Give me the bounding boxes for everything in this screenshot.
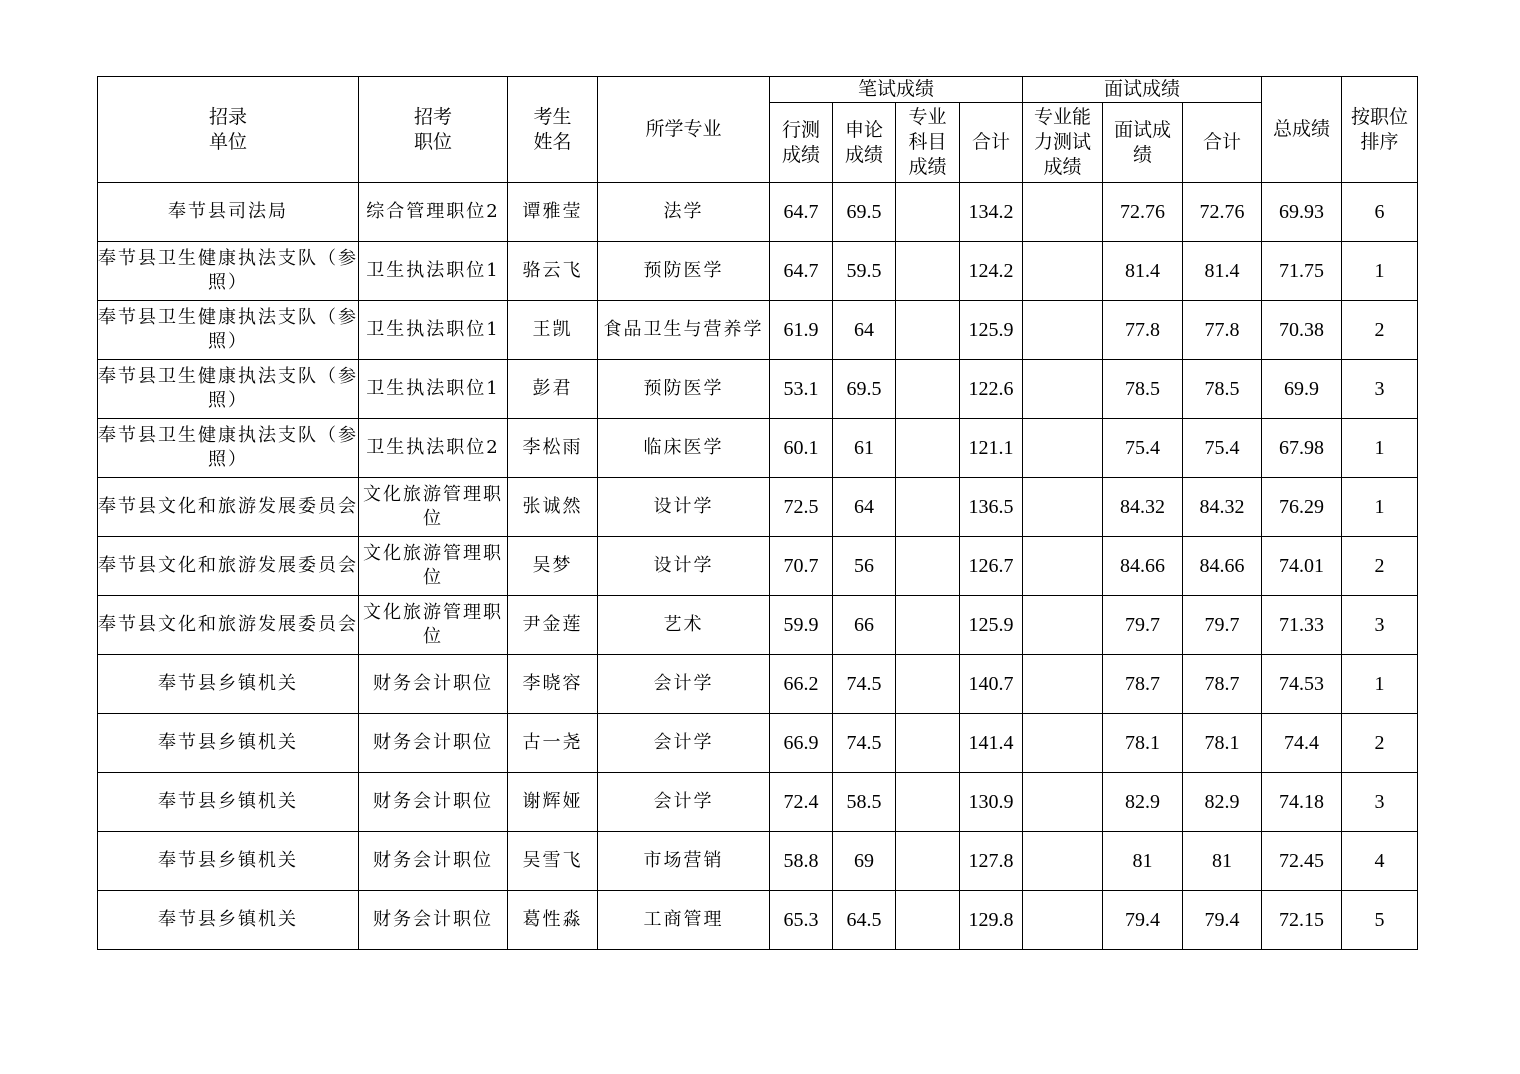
cell-position: 卫生执法职位1: [359, 242, 508, 301]
cell-name: 张诚然: [508, 478, 598, 537]
cell-rank: 4: [1342, 832, 1418, 891]
cell-major: 艺术: [598, 596, 770, 655]
cell-ability: [1023, 419, 1103, 478]
header-interview-score: 面试成 绩: [1103, 103, 1183, 183]
cell-prof: [896, 301, 960, 360]
cell-xingce: 70.7: [770, 537, 833, 596]
header-interview-total: 合计: [1183, 103, 1262, 183]
header-written-shenlun: 申论 成绩: [833, 103, 896, 183]
cell-rank: 3: [1342, 773, 1418, 832]
header-unit: 招录 单位: [98, 77, 359, 183]
cell-position: 财务会计职位: [359, 891, 508, 950]
table-row: [98, 242, 1418, 301]
cell-interview: 78.5: [1103, 360, 1183, 419]
cell-interview-total: 78.7: [1183, 655, 1262, 714]
cell-written-total: 124.2: [960, 242, 1023, 301]
cell-major: 食品卫生与营养学: [598, 301, 770, 360]
cell-ability: [1023, 242, 1103, 301]
cell-prof: [896, 655, 960, 714]
cell-ability: [1023, 596, 1103, 655]
cell-prof: [896, 478, 960, 537]
cell-name: 李晓容: [508, 655, 598, 714]
cell-interview-total: 84.32: [1183, 478, 1262, 537]
cell-interview-total: 82.9: [1183, 773, 1262, 832]
cell-total: 76.29: [1262, 478, 1342, 537]
cell-interview: 81.4: [1103, 242, 1183, 301]
cell-prof: [896, 183, 960, 242]
cell-xingce: 65.3: [770, 891, 833, 950]
cell-position: 文化旅游管理职位: [359, 537, 508, 596]
cell-unit: 奉节县文化和旅游发展委员会: [98, 596, 359, 655]
cell-major: 市场营销: [598, 832, 770, 891]
cell-major: 会计学: [598, 714, 770, 773]
cell-interview-total: 79.4: [1183, 891, 1262, 950]
cell-shenlun: 74.5: [833, 714, 896, 773]
cell-total: 74.01: [1262, 537, 1342, 596]
cell-total: 70.38: [1262, 301, 1342, 360]
cell-written-total: 125.9: [960, 301, 1023, 360]
cell-shenlun: 56: [833, 537, 896, 596]
cell-prof: [896, 891, 960, 950]
cell-interview-total: 72.76: [1183, 183, 1262, 242]
cell-prof: [896, 419, 960, 478]
cell-xingce: 61.9: [770, 301, 833, 360]
cell-shenlun: 64.5: [833, 891, 896, 950]
cell-shenlun: 69: [833, 832, 896, 891]
cell-xingce: 64.7: [770, 242, 833, 301]
header-written-xingce: 行测 成绩: [770, 103, 833, 183]
cell-position: 卫生执法职位1: [359, 360, 508, 419]
cell-shenlun: 59.5: [833, 242, 896, 301]
cell-prof: [896, 537, 960, 596]
cell-prof: [896, 242, 960, 301]
table-row: [98, 419, 1418, 478]
cell-shenlun: 74.5: [833, 655, 896, 714]
cell-major: 会计学: [598, 655, 770, 714]
cell-rank: 2: [1342, 301, 1418, 360]
cell-name: 吴雪飞: [508, 832, 598, 891]
cell-unit: 奉节县卫生健康执法支队（参照）: [98, 360, 359, 419]
cell-prof: [896, 714, 960, 773]
cell-total: 74.53: [1262, 655, 1342, 714]
cell-unit: 奉节县乡镇机关: [98, 714, 359, 773]
cell-xingce: 60.1: [770, 419, 833, 478]
cell-interview-total: 78.5: [1183, 360, 1262, 419]
cell-position: 财务会计职位: [359, 714, 508, 773]
cell-interview: 79.7: [1103, 596, 1183, 655]
cell-name: 彭君: [508, 360, 598, 419]
cell-position: 综合管理职位2: [359, 183, 508, 242]
cell-unit: 奉节县卫生健康执法支队（参照）: [98, 419, 359, 478]
cell-total: 69.93: [1262, 183, 1342, 242]
cell-unit: 奉节县司法局: [98, 183, 359, 242]
cell-interview: 81: [1103, 832, 1183, 891]
cell-unit: 奉节县乡镇机关: [98, 773, 359, 832]
cell-written-total: 122.6: [960, 360, 1023, 419]
cell-total: 72.15: [1262, 891, 1342, 950]
table-row: [98, 537, 1418, 596]
cell-major: 会计学: [598, 773, 770, 832]
cell-total: 69.9: [1262, 360, 1342, 419]
cell-position: 财务会计职位: [359, 773, 508, 832]
cell-interview-total: 84.66: [1183, 537, 1262, 596]
cell-shenlun: 66: [833, 596, 896, 655]
header-name: 考生 姓名: [508, 77, 598, 183]
cell-interview: 84.32: [1103, 478, 1183, 537]
cell-position: 卫生执法职位1: [359, 301, 508, 360]
cell-rank: 1: [1342, 478, 1418, 537]
cell-xingce: 72.4: [770, 773, 833, 832]
cell-name: 吴梦: [508, 537, 598, 596]
cell-position: 文化旅游管理职位: [359, 596, 508, 655]
cell-xingce: 72.5: [770, 478, 833, 537]
cell-written-total: 140.7: [960, 655, 1023, 714]
cell-interview: 78.1: [1103, 714, 1183, 773]
cell-rank: 1: [1342, 419, 1418, 478]
cell-interview-total: 81.4: [1183, 242, 1262, 301]
cell-shenlun: 58.5: [833, 773, 896, 832]
cell-xingce: 59.9: [770, 596, 833, 655]
cell-position: 财务会计职位: [359, 655, 508, 714]
cell-xingce: 66.2: [770, 655, 833, 714]
cell-prof: [896, 773, 960, 832]
cell-prof: [896, 360, 960, 419]
cell-written-total: 126.7: [960, 537, 1023, 596]
cell-interview: 72.76: [1103, 183, 1183, 242]
cell-major: 设计学: [598, 537, 770, 596]
table-row: [98, 360, 1418, 419]
cell-position: 文化旅游管理职位: [359, 478, 508, 537]
cell-interview-total: 75.4: [1183, 419, 1262, 478]
table-row: [98, 655, 1418, 714]
header-interview-ability: 专业能 力测试 成绩: [1023, 103, 1103, 183]
cell-written-total: 125.9: [960, 596, 1023, 655]
cell-interview-total: 81: [1183, 832, 1262, 891]
cell-ability: [1023, 537, 1103, 596]
cell-ability: [1023, 478, 1103, 537]
cell-rank: 1: [1342, 242, 1418, 301]
cell-total: 67.98: [1262, 419, 1342, 478]
cell-shenlun: 69.5: [833, 360, 896, 419]
cell-ability: [1023, 714, 1103, 773]
cell-major: 法学: [598, 183, 770, 242]
cell-written-total: 134.2: [960, 183, 1023, 242]
table-header: [98, 77, 1418, 183]
cell-unit: 奉节县文化和旅游发展委员会: [98, 478, 359, 537]
cell-ability: [1023, 655, 1103, 714]
cell-name: 李松雨: [508, 419, 598, 478]
cell-unit: 奉节县卫生健康执法支队（参照）: [98, 242, 359, 301]
cell-unit: 奉节县乡镇机关: [98, 655, 359, 714]
cell-rank: 1: [1342, 655, 1418, 714]
cell-ability: [1023, 891, 1103, 950]
cell-unit: 奉节县乡镇机关: [98, 832, 359, 891]
cell-written-total: 141.4: [960, 714, 1023, 773]
table-body: [98, 183, 1418, 950]
cell-interview: 78.7: [1103, 655, 1183, 714]
cell-written-total: 136.5: [960, 478, 1023, 537]
cell-total: 71.33: [1262, 596, 1342, 655]
cell-position: 财务会计职位: [359, 832, 508, 891]
cell-name: 王凯: [508, 301, 598, 360]
cell-interview: 77.8: [1103, 301, 1183, 360]
cell-rank: 3: [1342, 596, 1418, 655]
cell-unit: 奉节县卫生健康执法支队（参照）: [98, 301, 359, 360]
cell-total: 71.75: [1262, 242, 1342, 301]
table-row: [98, 183, 1418, 242]
cell-xingce: 58.8: [770, 832, 833, 891]
cell-interview: 79.4: [1103, 891, 1183, 950]
cell-xingce: 53.1: [770, 360, 833, 419]
table-row: [98, 773, 1418, 832]
cell-major: 工商管理: [598, 891, 770, 950]
cell-xingce: 66.9: [770, 714, 833, 773]
cell-ability: [1023, 832, 1103, 891]
cell-name: 葛性淼: [508, 891, 598, 950]
cell-shenlun: 64: [833, 301, 896, 360]
table-row: [98, 596, 1418, 655]
cell-prof: [896, 832, 960, 891]
header-written-group: 笔试成绩: [770, 77, 1023, 103]
cell-prof: [896, 596, 960, 655]
cell-major: 临床医学: [598, 419, 770, 478]
cell-position: 卫生执法职位2: [359, 419, 508, 478]
cell-interview: 84.66: [1103, 537, 1183, 596]
cell-written-total: 121.1: [960, 419, 1023, 478]
cell-name: 古一尧: [508, 714, 598, 773]
cell-unit: 奉节县乡镇机关: [98, 891, 359, 950]
cell-rank: 6: [1342, 183, 1418, 242]
table-row: [98, 714, 1418, 773]
cell-ability: [1023, 360, 1103, 419]
score-table: [97, 76, 1418, 950]
cell-shenlun: 64: [833, 478, 896, 537]
cell-rank: 2: [1342, 537, 1418, 596]
header-interview-group: 面试成绩: [1023, 77, 1262, 103]
table-row: [98, 478, 1418, 537]
cell-written-total: 129.8: [960, 891, 1023, 950]
cell-written-total: 127.8: [960, 832, 1023, 891]
cell-written-total: 130.9: [960, 773, 1023, 832]
cell-interview: 82.9: [1103, 773, 1183, 832]
cell-unit: 奉节县文化和旅游发展委员会: [98, 537, 359, 596]
header-rank: 按职位 排序: [1342, 77, 1418, 183]
header-written-prof: 专业 科目 成绩: [896, 103, 960, 183]
cell-interview-total: 77.8: [1183, 301, 1262, 360]
cell-rank: 2: [1342, 714, 1418, 773]
table-row: [98, 301, 1418, 360]
cell-major: 设计学: [598, 478, 770, 537]
cell-major: 预防医学: [598, 242, 770, 301]
cell-total: 72.45: [1262, 832, 1342, 891]
header-written-total: 合计: [960, 103, 1023, 183]
header-position: 招考 职位: [359, 77, 508, 183]
cell-shenlun: 69.5: [833, 183, 896, 242]
cell-name: 谭雅莹: [508, 183, 598, 242]
cell-rank: 5: [1342, 891, 1418, 950]
cell-rank: 3: [1342, 360, 1418, 419]
cell-major: 预防医学: [598, 360, 770, 419]
cell-ability: [1023, 183, 1103, 242]
cell-ability: [1023, 773, 1103, 832]
cell-name: 尹金莲: [508, 596, 598, 655]
cell-name: 骆云飞: [508, 242, 598, 301]
cell-interview-total: 79.7: [1183, 596, 1262, 655]
table-row: [98, 891, 1418, 950]
cell-interview: 75.4: [1103, 419, 1183, 478]
cell-xingce: 64.7: [770, 183, 833, 242]
cell-total: 74.4: [1262, 714, 1342, 773]
table-row: [98, 832, 1418, 891]
header-major: 所学专业: [598, 77, 770, 183]
cell-shenlun: 61: [833, 419, 896, 478]
cell-name: 谢辉娅: [508, 773, 598, 832]
cell-total: 74.18: [1262, 773, 1342, 832]
cell-ability: [1023, 301, 1103, 360]
header-total: 总成绩: [1262, 77, 1342, 183]
cell-interview-total: 78.1: [1183, 714, 1262, 773]
